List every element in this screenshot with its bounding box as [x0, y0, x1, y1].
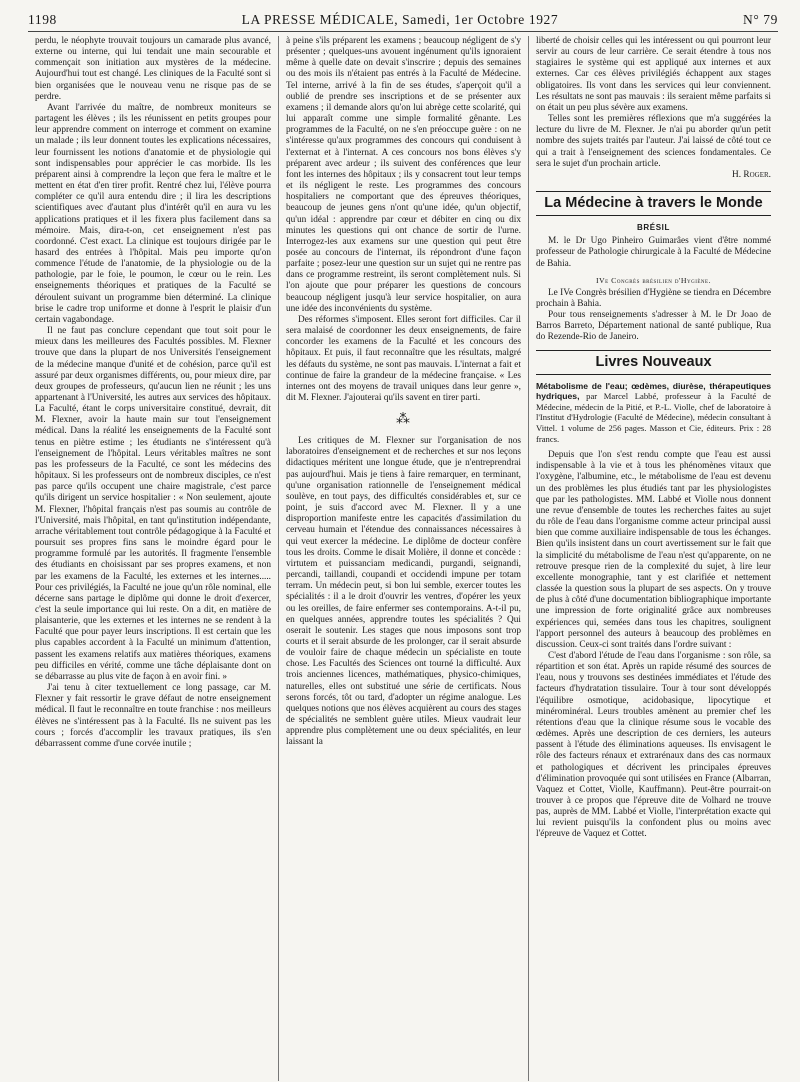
journal-title: LA PRESSE MÉDICALE, Samedi, 1er Octobre 1927: [241, 12, 559, 27]
column-3: [528, 36, 778, 1081]
text-columns: [28, 36, 778, 1081]
paragraph: Les critiques de M. Flexner sur l'organisation de nos laboratoires d'enseignement et de recherches et sur nos leçons didactiques méritent une longue étude, que je n'entreprendrai pas aujourd'hui. Mais je tiens à faire remarquer, en terminant, qu'une organisation rationnelle de l'enseignement médical soulève, en tout pays, des difficultés considérables et, sur ce point, je suis d'accord avec M. Flexner. Il y a une disproportion manifeste entre les capacités d'assimilation du cerveau humain et l'étendue des connaissances nécessaires à qui veut exercer la médecine. Le diplôme de docteur confère tous les droits. Comme le disait Molière, il donne et concède : virtutem et puissanciam medicandi, purgandi, seignandi, percandi, taillandi, coupandi et occidendi impune per totam terram. Un médecin peut, si bon lui semble, exercer toutes les spécialités : il a le droit d'ouvrir les ventres, d'opérer les yeux ou les oreilles, de faire enfermer ses contemporains. A-t-il pu, en quelques années, apprendre toutes les spécialités ? Qui oserait le soutenir. Les stages que nous imposons sont trop courts et il serait absurde de les prolonger, car il serait absurde de vouloir faire de chaque médecin un spécialiste en toute chose. Les Facultés des Sciences ont tourné la difficulté. Aux trois anciennes licences, mathématiques, physico-chimiques, naturelles, elles ont substitué une série de certificats. Nous serons forcés, tôt ou tard, d'adopter un régime analogue. Les quelques notions que nos élèves acquièrent au cours des stages de spécialités ne semblent guère utiles. Mieux vaudrait leur apprendre plus complètement une ou deux spécialités, en leur laissant la: [286, 436, 521, 748]
paragraph: à peine s'ils préparent les examens ; beaucoup négligent de s'y présenter ; quelques-uns avouent ingénument qu'ils ignoraient même à quelle date on devait s'inscrire ; depuis des semaines ou des mois ils n'étaient pas entrés à la Faculté de Médecine. Tel interne, arrivé à la fin de ses études, s'aperçoit qu'il a oublié de prendre ses inscriptions et de se présenter aux examens ; il demande alors qu'on lui abrège cette scolarité, qui lui apparaît comme une simple formalité gênante. Les programmes de la Faculté, on ne s'en préoccupe guère : on ne s'intéresse qu'aux programmes des concours qui conduisent à l'externat et à l'internat. A ces concours nos bons élèves s'y préparent avec ardeur ; ils suivent des conférences que leur font les internes des hôpitaux ; ils y consacrent tout leur temps et ils négligent le reste. Les programmes des concours hospitaliers ne comportant que des épreuves théoriques, beaucoup de jeunes gens n'ont qu'une idée, qu'un objectif, qu'un idéal : apprendre par cœur et débiter en cinq ou dix minutes les questions qui ont chance de sortir de l'urne. Interrogez-les aux examens sur une question qui peut être posée au concours de l'internat, ils répondront d'une façon parfaite ; posez-leur une question sur un sujet qui ne rentre pas dans ce programme restreint, ils seront complètement nuls. Si l'on ajoute que pour préparer les questions de concours beaucoup négligent jusqu'à leur service hospitalier, on aura une idée des inconvénients du système.: [286, 36, 521, 314]
paragraph: Pour tous renseignements s'adresser à M. le Dr Joao de Barros Barreto, Département national de santé publique, Rua do Rezende-Rio de Janeiro.: [536, 310, 771, 343]
paragraph: J'ai tenu à citer textuellement ce long passage, car M. Flexner y fait ressortir le grave défaut de notre enseignement médical. Il faut le reconnaître en toute franchise : nos meilleurs élèves ne s'intéressent pas à la Faculté. Ils ne suivent pas les cours ; forcés d'accomplir les travaux pratiques, ils s'en débarrassent comme d'une corvée inutile ;: [35, 683, 271, 749]
book-details: par Marcel Labbé, professeur à la Faculté de Médecine, médecin de la Pitié, et P.-L. Violle, chef de laboratoire à l'Institut d'Hydrologie (Faculté de Médecine), médecin consultant à Vittel. 1 volume de 256 pages. Masson et Cie, éditeurs. Prix : 28 francs.: [536, 391, 771, 444]
paragraph: Depuis que l'on s'est rendu compte que l'eau est aussi indispensable à la vie et à tous les phénomènes vitaux que l'oxygène, l'albumine, etc., le métabolisme de l'eau est devenu un des problèmes les plus étudiés tant par les physiologistes que par les pathologistes. MM. Labbé et Violle nous donnent une revue d'ensemble de toutes les recherches faites au sujet du rôle de l'eau dans l'organisme comme acteur principal aussi bien que comme auxiliaire indispensable de tous les échanges. Bien qu'ils insistent dans un court avertissement sur le fait que la simplicité du métabolisme de l'eau n'est qu'apparente, on ne retrouve presque rien de la complexité du sujet, à lire leur excellente monographie, tant y est clarifiée et nettement classée la question sous la plupart de ses aspects. On y trouve de plus à côté d'une documentation bibliographique importante une impression de forte originalité grâce aux nombreuses expériences qui, semées dans tous les chapitres, soulignent l'apport personnel des auteurs à beaucoup des problèmes en discussion. Ceux-ci sont traités dans l'ordre suivant :: [536, 450, 771, 650]
book-title: Métabolisme de l'eau; œdèmes, diurèse, thérapeutiques hydriques,: [536, 380, 771, 402]
paragraph: Le IVe Congrès brésilien d'Hygiène se tiendra en Décembre prochain à Bahia.: [536, 287, 771, 309]
section-title-medecine-monde: La Médecine à travers le Monde: [536, 191, 771, 216]
section-title-livres-nouveaux: Livres Nouveaux: [536, 350, 771, 375]
column-1: [28, 36, 278, 1081]
page-header: [28, 12, 778, 32]
paragraph: Des réformes s'imposent. Elles seront fort difficiles. Car il sera malaisé de coordonner les deux enseignements, de faire concorder les examens de la Faculté et les concours des hôpitaux. Et puis, il faut reconnaître que les résultats, malgré les défauts du système, ne sont pas mauvais. L'internat a fait et continue de faire la grandeur de la médecine française. « Les internes ont des moyens de travail uniques dans leur genre », dit M. Flexner. J'ajouterai qu'ils savent en tirer parti.: [286, 314, 521, 403]
paragraph: M. le Dr Ugo Pinheiro Guimarâes vient d'être nommé professeur de Pathologie chirurgicale à la Faculté de Médecine de Bahia.: [536, 236, 771, 269]
page-number: 1198: [28, 12, 57, 27]
paragraph: Avant l'arrivée du maître, de nombreux moniteurs se partagent les élèves ; ils les réunissent en petits groupes pour leur apprendre comment on interroge et comment on examine un malade ; ils leur donnent toutes les explications nécessaires, leur fournissent les notions d'anatomie et de physiologie qui sont indispensables pour apprécier le cas morbide. Ils les préparent ainsi à comprendre la leçon que fera le maître et le mettent en état d'en tirer profit. Rentré chez lui, l'élève pourra compléter ce qu'il aura entendu dire ; il lira les descriptions scientifiques avec d'autant plus d'intérêt qu'il en aura vu les applications pratiques et il les fixera plus facilement dans sa mémoire. Mais, dira-t-on, cet enseignement n'est pas coordonné. C'est exact. La clinique est toujours dirigée par le hasard des entrées à l'hôpital. Mais peu importe qu'on commence l'étude de l'anatomie, de la physiologie ou de la pathologie, par le foie, le poumon, le cœur ou le rein. Les enseignements théoriques et pratiques de la Faculté se déroulent suivant un programme bien déterminé. La clinique brise le cadre trop uniforme et donne à l'esprit le plaisir d'un certain vagabondage.: [35, 102, 271, 325]
column-2: [278, 36, 528, 1081]
paragraph: perdu, le néophyte trouvait toujours un camarade plus avancé, externe ou interne, qui lui tendait une main secourable et commençait son initiation aux mystères de la médecine. Aujourd'hui tout est changé. Les cliniques de la Faculté sont si bien organisées que le nouveau venu ne risque pas de se perdre.: [35, 36, 271, 102]
section-separator: ⁂: [396, 412, 411, 428]
paragraph: C'est d'abord l'étude de l'eau dans l'organisme : son rôle, sa répartition et son état. Après un rapide résumé des sources de l'eau, nous y trouvons ses destinées immédiates et l'étude des facteurs d'hydratation tissulaire. Tour à tour sont développés l'équilibre osmotique, acidobasique, lipocytique et minérominéral. Leurs troubles amènent au premier chef les rétentions d'eau que la clinique résume sous le vocable des œdèmes. Après une description de ces derniers, les auteurs passent à l'étude des éliminations aqueuses. Ils envisagent le rôle des facteurs rénaux et extrarénaux dans des cas normaux et pathologiques et décrivent les principales épreuves d'élimination provoquée qui sont utilisées en France (Albarran, Vaquez et Cottet, Violle, Kauffmann). Peut-être pourrait-on trouver à ce propos que l'épreuve dite de Volhard ne trouve pas, auprès de MM. Labbé et Violle, l'interprétation exacte qui lui revient puisqu'ils la confondent plus ou moins avec l'épreuve de Vaquez et Cottet.: [536, 650, 771, 840]
book-entry: [536, 381, 771, 445]
paragraph: Telles sont les premières réflexions que m'a suggérées la lecture du livre de M. Flexner. Je n'ai pu aborder qu'un petit nombre des sujets traités par l'auteur. J'ai laissé de côté tout ce qui a trait à l'enseignement des sciences fondamentales. Ce sera le sujet d'un prochain article.: [536, 114, 771, 169]
issue-number: N° 79: [742, 12, 778, 27]
author-signature: H. Roger.: [732, 169, 771, 180]
congress-heading: IVe Congrès brésilien d'Hygiène.: [595, 275, 712, 285]
country-heading: BRÉSIL: [637, 223, 670, 233]
paragraph: Il ne faut pas conclure cependant que tout soit pour le mieux dans les meilleures des Facultés possibles. M. Flexner trouve que dans la plupart de nos Universités l'enseignement de la médecine manque d'unité et de cohésion, parce qu'il est assuré par deux organismes différents, ou, pour mieux dire, par deux groupes de professeurs, qu'aucun lien ne réunit ; les uns appartenant à l'Université, les autres aux services des hôpitaux. La Faculté, étant le corps universitaire constitué, devrait, dit M. Flexner, avoir la haute main sur tout l'enseignement médical. Dans la réalité les enseignements de la Faculté sont tenus en piètre estime ; les étudiants ne s'intéressent qu'à l'enseignement de l'hôpital. Leurs véritables maîtres ne sont pas les professeurs de la Faculté, ce sont les médecins des hôpitaux. Si les professeurs ont de nombreux disciples, ce n'est pas parce qu'ils occupent une chaire magistrale, c'est parce qu'ils dirigent un service hospitalier : « Non seulement, ajoute M. Flexner, l'hôpital français n'est pas soumis au contrôle de l'Université, mais l'hôpital, en tant qu'institution indépendante, arrache véritablement tout contrôle pédagogique à la Faculté et poursuit ses propres fins sans le moindre égard pour le programme formulé par les autorités. Il fragmente l'ensemble des étudiants en choisissant par ses propres examens, et non par les examens de la Faculté, les externes et les internes..... Pour ces privilégiés, la Faculté ne joue qu'un rôle nominal, elle décerne sans partage le diplôme qui donne le droit d'exercer, c'est la seule importance qui lui reste. On a dit, en matière de plaisanterie, que les externes et les internes ne se rendent à la Faculté que pour payer leurs inscriptions. Il est certain que les plus capables accordent à la Faculté un minimum d'attention, passent les examens relatifs aux matières théoriques, examens peu difficiles en vérité, comme une tâche déplaisante dont on se débarrasse au plus vite de façon à en avoir fini. »: [35, 326, 271, 682]
paragraph: liberté de choisir celles qui les intéressent ou qui pourront leur servir au cours de leur carrière. Ce serait étendre à tous nos stagiaires le système qui est appliqué aux internes et aux externes. Car ces élèves privilégiés échappent aux stages obligatoires. Ils vont dans les services qui leur conviennent. Les résultats ne sont pas mauvais : ils seraient même parfaits si on était un peu plus sévère aux examens.: [536, 36, 771, 113]
